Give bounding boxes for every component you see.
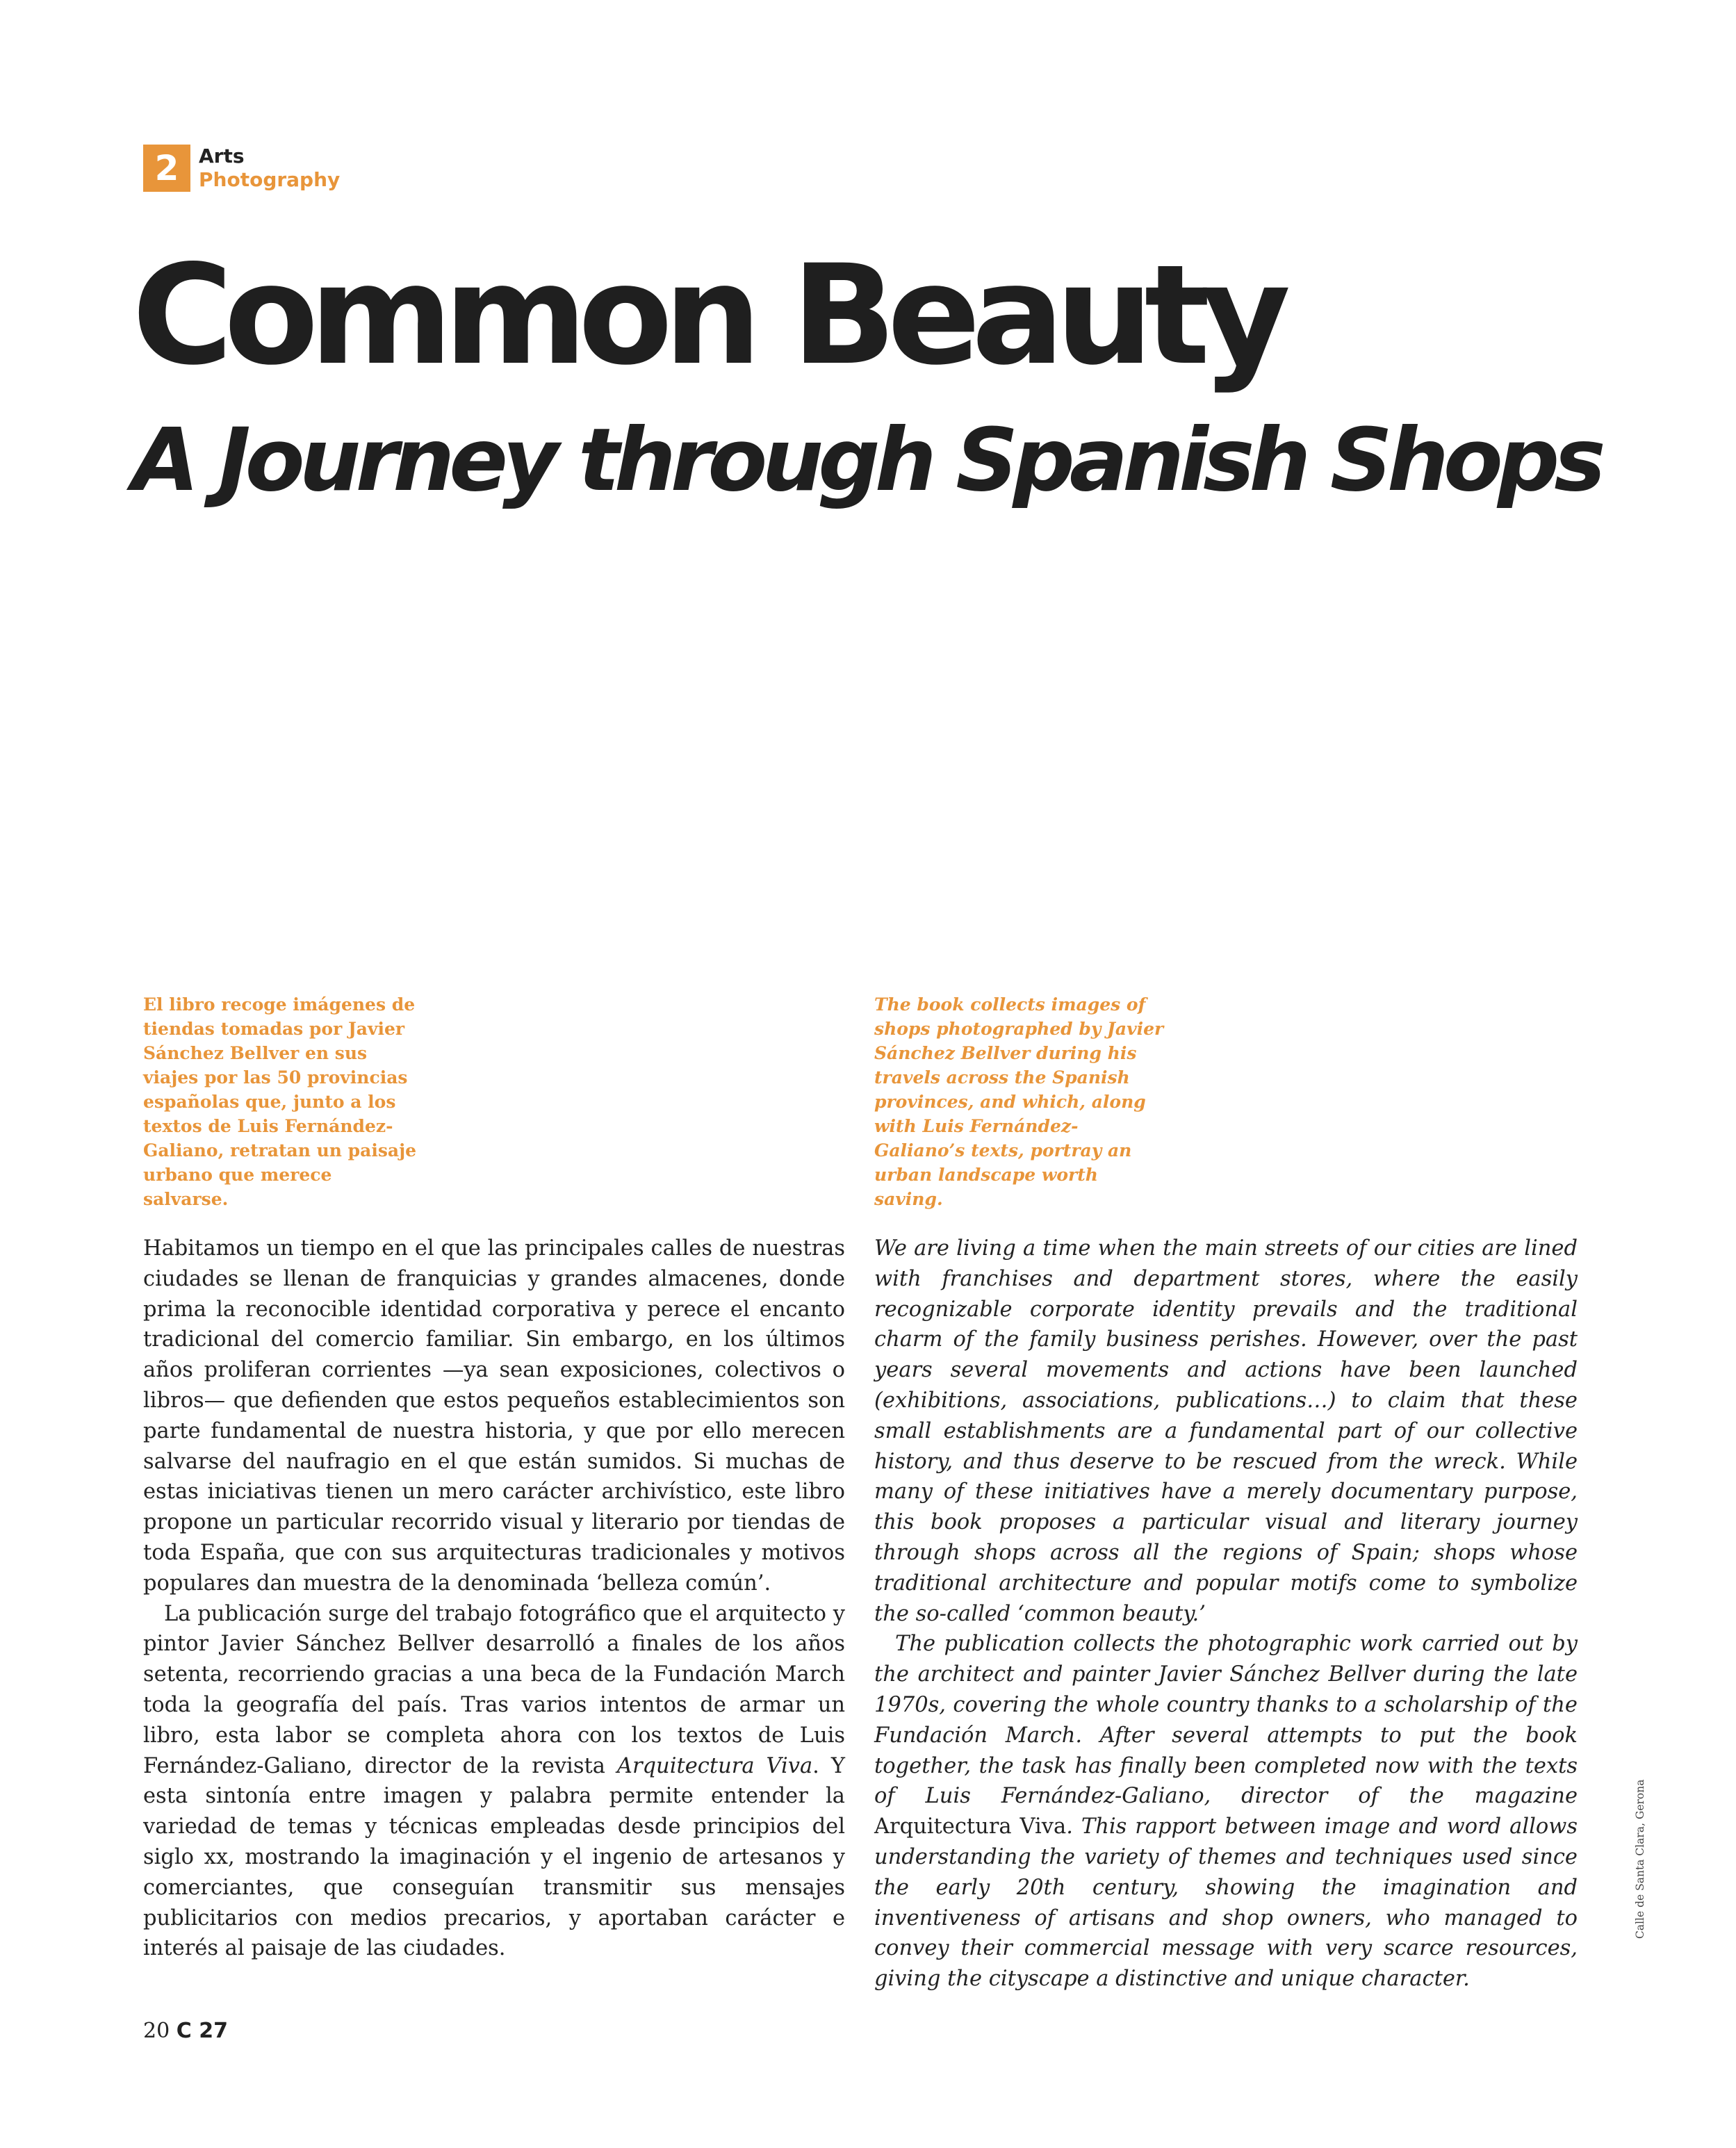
lead-spanish: El libro recoge imágenes de tiendas tomadas por Javier Sánchez Bellver en sus viajes por las 50 provincias españolas que, junto a los textos de Luis Fernández-Galiano, retratan un paisaje urbano que merece salvarse. [143, 994, 417, 1209]
lead-english: The book collects images of shops photographed by Javier Sánchez Bellver during his travels across the Spanish provinces, and which, along with Luis Fernández-Galiano’s texts, portray an urban landscape worth saving. [874, 994, 1164, 1209]
page-folio [143, 2019, 228, 2044]
body-english [874, 1233, 1578, 1994]
body-spanish-p2-text: La publicación surge del trabajo fotográfico que el arquitecto y pintor Javier Sánchez Bellver desarrolló a finales de los años setenta, recorriendo gracias a una beca de la Fundación March toda la geografía del país. Tras varios intentos de armar un libro, esta labor se completa ahora con los textos de Luis Fernández-Galiano, director de la revista [143, 1601, 845, 1778]
body-spanish-paragraph-2 [143, 1599, 845, 1965]
body-spanish-paragraph-1: Habitamos un tiempo en el que las principales calles de nuestras ciudades se llenan de franquicias y grandes almacenes, donde prima la reconocible identidad corporativa y perece el encanto tradicional del comercio familiar. Sin embargo, en los últimos años proliferan corrientes —ya sean exposiciones, colectivos o libros— que defienden que estos pequeños establecimientos son parte fundamental de nuestra historia, y que por ello merecen salvarse del naufragio en el que están sumidos. Si muchas de estas iniciativas tienen un mero carácter archivístico, este libro propone un particular recorrido visual y literario por tiendas de toda España, que con sus arquitecturas tradicionales y motivos populares dan muestra de la denominada ‘belleza común’. [143, 1236, 845, 1596]
magazine-name: Arquitectura Viva [874, 1814, 1067, 1839]
body-english-p2-text: The publication collects the photographic work carried out by the architect and painter Javier Sánchez Bellver during the late 1970s, covering the whole country thanks to a scholarship of the Fundación March. After several attempts to put the book together, the task has finally been completed now with the texts of Luis Fernández-Galiano, director of the magazine [874, 1632, 1578, 1809]
body-english-p2-text-end: . This rapport between image and word allows understanding the variety of themes and techniques used since the early 20th century, showing the imagination and inventiveness of artisans and shop owners, who managed to convey their commercial message with very scarce resources, giving the cityscape a distinctive and unique character. [874, 1814, 1578, 1992]
article-title: Common Beauty [132, 235, 1282, 395]
photo-caption: Calle de Santa Clara, Gerona [1634, 1779, 1646, 1939]
article-subtitle: A Journey through Spanish Shops [132, 410, 1600, 511]
page-number: 20 [143, 2019, 170, 2043]
section-category: Arts [199, 145, 245, 167]
section-number-badge: 2 [143, 145, 190, 192]
body-spanish [143, 1233, 845, 1964]
body-english-paragraph-2 [874, 1629, 1578, 1994]
body-english-paragraph-1: We are living a time when the main streets of our cities are lined with franchises and department stores, where the easily recognizable corporate identity prevails and the traditional charm of the family business perishes. However, over the past years several movements and actions have been launched (exhibitions, associations, publications…) to claim that these small establishments are a fundamental part of our collective history, and thus deserve to be rescued from the wreck. While many of these initiatives have a merely documentary purpose, this book proposes a particular visual and literary journey through shops across all the regions of Spain; shops whose traditional architecture and popular motifs come to symbolize the so-called ‘common beauty.’ [874, 1236, 1578, 1626]
section-subcategory: Photography [199, 168, 341, 191]
magazine-name: Arquitectura Viva [616, 1753, 813, 1778]
magazine-issue: C 27 [176, 2019, 228, 2043]
body-spanish-p2-text-end: . Y esta sintonía entre imagen y palabra permite entender la variedad de temas y técnicas empleadas desde principios del siglo xx, mostrando la imaginación y el ingenio de artesanos y comerciantes, que conseguían transmitir sus mensajes publicitarios con medios precarios, y aportaban carácter e interés al paisaje de las ciudades. [143, 1753, 846, 1961]
